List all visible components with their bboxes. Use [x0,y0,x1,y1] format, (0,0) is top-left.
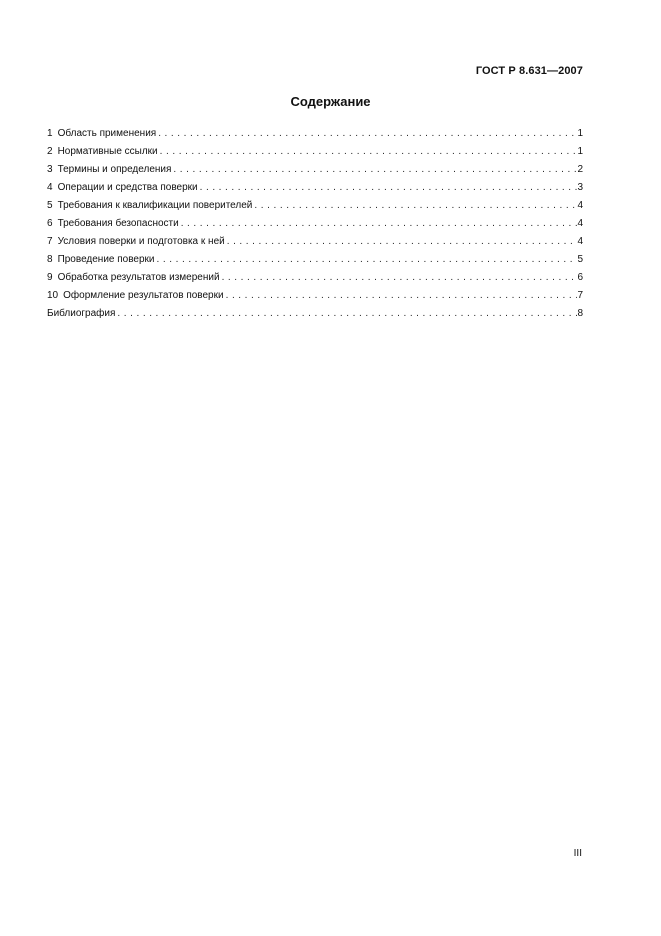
toc-entry[interactable] [47,269,583,287]
toc-entry[interactable] [47,215,583,233]
toc-entry-number: 1 [47,128,53,139]
toc-entry-page: 1 [577,128,583,139]
toc-entry-page: 6 [577,272,583,283]
dot-leader [171,161,577,179]
table-of-contents [47,125,583,323]
toc-entry-number: 4 [47,182,53,193]
dot-leader [158,143,578,161]
toc-entry-number: 8 [47,254,53,265]
toc-entry[interactable] [47,287,583,305]
toc-entry-label: Библиография [47,308,116,319]
toc-entry-page: 4 [577,200,583,211]
toc-entry-number: 9 [47,272,53,283]
dot-leader [155,251,578,269]
toc-entry-page: 4 [577,218,583,229]
toc-entry-page: 5 [577,254,583,265]
toc-entry[interactable] [47,197,583,215]
document-code: ГОСТ Р 8.631—2007 [475,65,583,77]
toc-entry-page: 2 [577,164,583,175]
toc-entry[interactable] [47,125,583,143]
toc-entry-label: Операции и средства поверки [57,182,198,193]
toc-entry-page: 3 [577,182,583,193]
toc-title: Содержание [290,94,371,109]
toc-entry-page: 7 [577,290,583,301]
toc-entry[interactable] [47,251,583,269]
toc-entry-label: Нормативные ссылки [57,146,158,157]
toc-entry-page: 1 [577,146,583,157]
toc-entry-number: 7 [47,236,53,247]
page-number: III [573,848,582,859]
toc-entry-bibliography[interactable] [47,305,583,323]
toc-entry-number: 3 [47,164,53,175]
toc-entry-label: Требования к квалификации поверителей [57,200,253,211]
dot-leader [115,305,577,323]
toc-entry-label: Требования безопасности [57,218,179,229]
toc-entry-page: 8 [577,308,583,319]
dot-leader [198,179,578,197]
toc-entry-number: 5 [47,200,53,211]
toc-entry[interactable] [47,233,583,251]
dot-leader [179,215,578,233]
toc-entry-number: 10 [47,290,59,301]
toc-entry-page: 4 [577,236,583,247]
toc-entry-number: 2 [47,146,53,157]
dot-leader [224,287,578,305]
dot-leader [156,125,577,143]
toc-entry-label: Условия поверки и подготовка к ней [57,236,225,247]
toc-entry-label: Обработка результатов измерений [57,272,220,283]
toc-entry-label: Проведение поверки [57,254,155,265]
toc-entry-number: 6 [47,218,53,229]
toc-entry[interactable] [47,161,583,179]
toc-entry[interactable] [47,179,583,197]
dot-leader [252,197,577,215]
dot-leader [225,233,578,251]
toc-entry-label: Термины и определения [57,164,172,175]
toc-entry[interactable] [47,143,583,161]
toc-entry-label: Область применения [57,128,157,139]
toc-entry-label: Оформление результатов поверки [63,290,224,301]
dot-leader [220,269,578,287]
